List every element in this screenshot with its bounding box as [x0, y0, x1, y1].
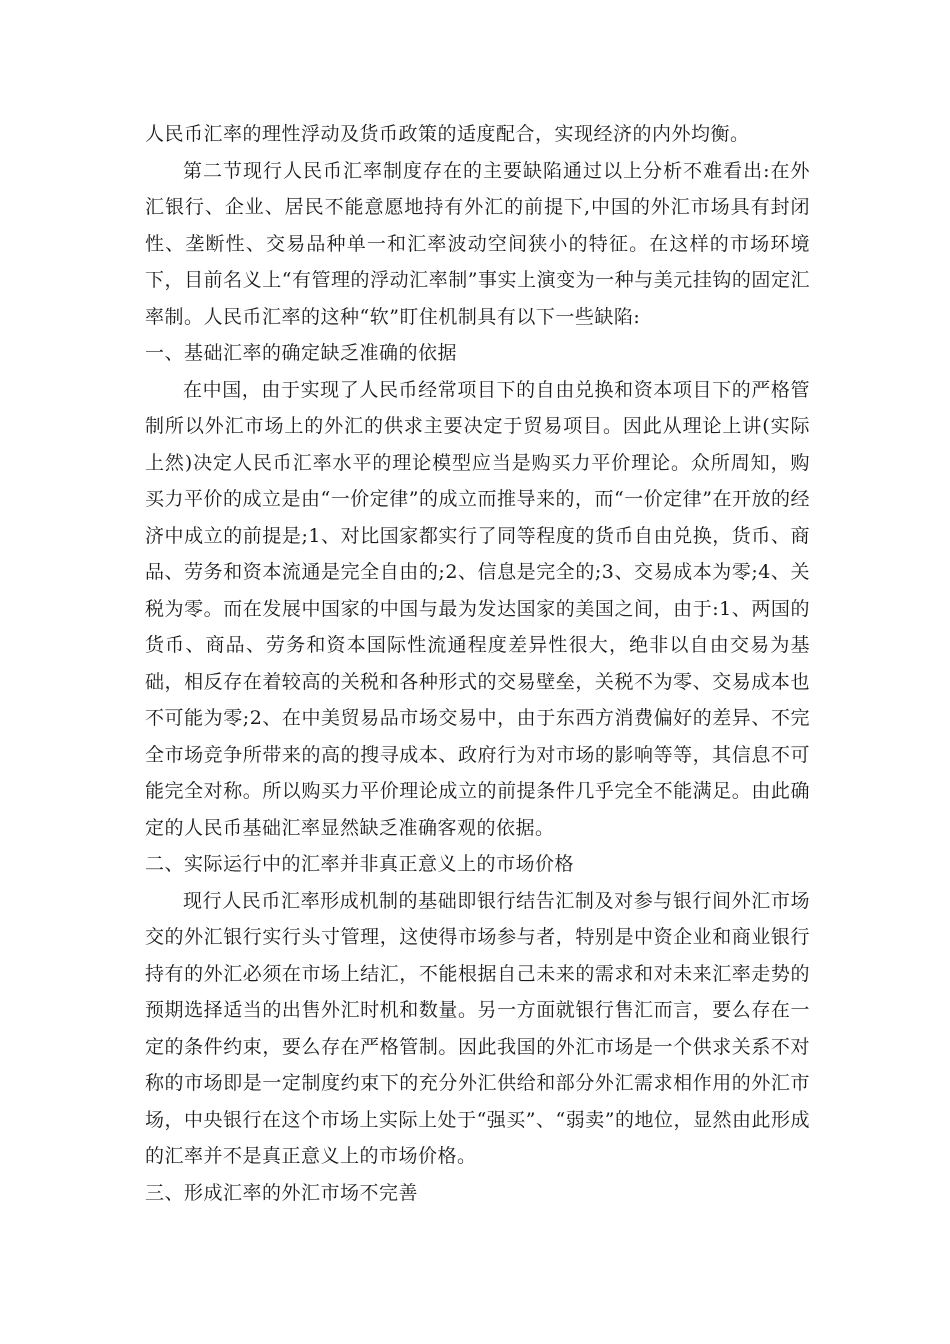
section-heading-1: 一、基础汇率的确定缺乏准确的依据 [145, 342, 458, 364]
document-body [145, 116, 810, 1211]
paragraph-continuation: 人民币汇率的理性浮动及货币政策的适度配合，实现经济的内外均衡。 [145, 123, 750, 145]
paragraph-market-price: 现行人民币汇率形成机制的基础即银行结告汇制及对参与银行间外汇市场交的外汇银行实行头寸管理，这使得市场参与者，特别是中资企业和商业银行持有的外汇必须在市场上结汇，不能根据自己未来的需求和对未来汇率走势的预期选择适当的出售外汇时机和数量。另一方面就银行售汇而言，要么存在一定的条件约束，要么存在严格管制。因此我国的外汇市场是一个供求关系不对称的市场即是一定制度约束下的充分外汇供给和部分外汇需求相作用的外汇市场，中央银行在这个市场上实际上处于“强买”、“弱卖”的地位，显然由此形成的汇率并不是真正意义上的市场价格。 [145, 889, 810, 1167]
section-heading-3: 三、形成汇率的外汇市场不完善 [145, 1181, 419, 1204]
paragraph-section-intro: 第二节现行人民币汇率制度存在的主要缺陷通过以上分析不难看出:在外汇银行、企业、居民不能意愿地持有外汇的前提下,中国的外汇市场具有封闭性、垄断性、交易品种单一和汇率波动空间狭小的特征。在这样的市场环境下，目前名义上“有管理的浮动汇率制”事实上演变为一种与美元挂钩的固定汇率制。人民币汇率的这种“软”盯住机制具有以下一些缺陷: [145, 159, 810, 328]
paragraph-base-rate: 在中国，由于实现了人民币经常项目下的自由兑换和资本项目下的严格管制所以外汇市场上的外汇的供求主要决定于贸易项目。因此从理论上讲(实际上然)决定人民币汇率水平的理论模型应当是购买力平价理论。众所周知，购买力平价的成立是由“一价定律”的成立而推导来的，而“一价定律”在开放的经济中成立的前提是;1、对比国家都实行了同等程度的货币自由兑换，货币、商品、劳务和资本流通是完全自由的;2、信息是完全的;3、交易成本为零;4、关税为零。而在发展中国家的中国与最为发达国家的美国之间，由于:1、两国的货币、商品、劳务和资本国际性流通程度差异性很大，绝非以自由交易为基础，相反存在着较高的关税和各种形式的交易壁垒，关税不为零、交易成本也不可能为零;2、在中美贸易品市场交易中，由于东西方消费偏好的差异、不完全市场竞争所带来的高的搜寻成本、政府行为对市场的影响等等，其信息不可能完全对称。所以购买力平价理论成立的前提条件几乎完全不能满足。由此确定的人民币基础汇率显然缺乏准确客观的依据。 [145, 378, 810, 839]
section-heading-2: 二、实际运行中的汇率并非真正意义上的市场价格 [145, 853, 575, 875]
